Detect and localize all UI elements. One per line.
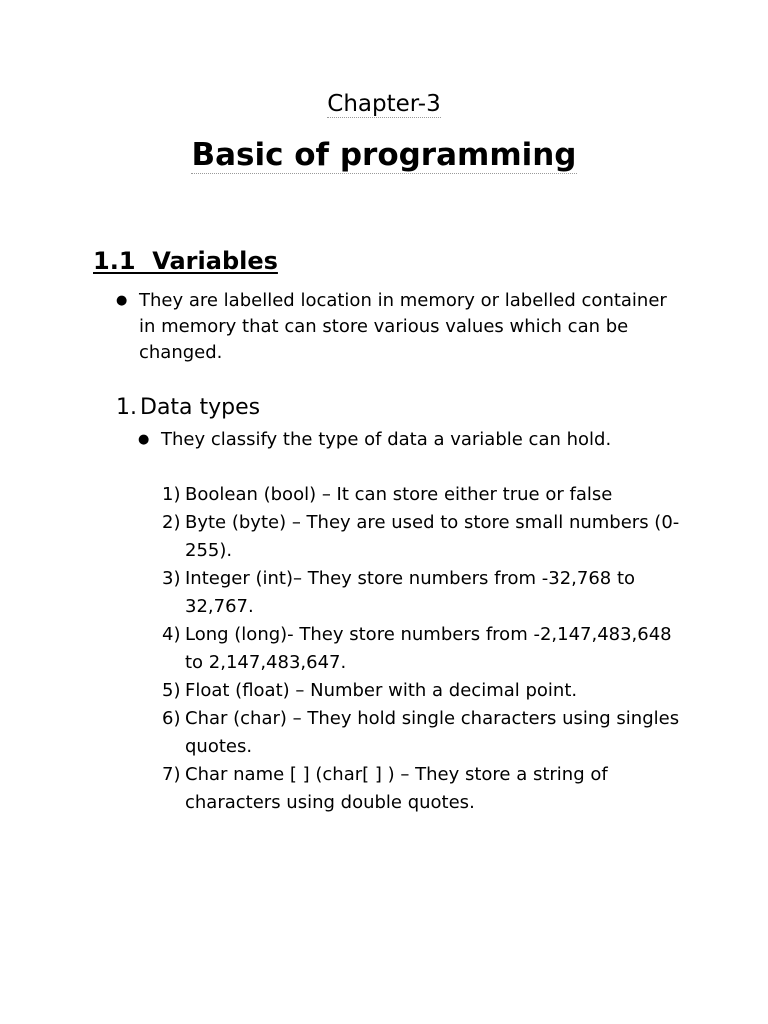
list-item-number: 7) xyxy=(162,764,181,785)
bullet-text: They are labelled location in memory or labelled container in memory that can store various values which can be changed. xyxy=(139,290,667,363)
bullet-icon: ● xyxy=(138,432,150,447)
section-heading: 1.1 Variables xyxy=(93,247,278,275)
bullet-row xyxy=(138,427,698,453)
document-title-text: Basic of programming xyxy=(191,137,577,173)
list-item-text: Float (float) – Number with a decimal point. xyxy=(185,680,578,701)
subsection-heading-text: Data types xyxy=(140,395,261,420)
chapter-label xyxy=(0,88,768,120)
bullet-row xyxy=(116,288,686,366)
list-item-text: Integer (int)– They store numbers from -32,768 to 32,767. xyxy=(185,568,636,617)
subsection-heading xyxy=(116,392,260,424)
chapter-label-text: Chapter-3 xyxy=(327,91,441,117)
list-item-number: 6) xyxy=(162,708,181,729)
list-item xyxy=(162,481,682,509)
subsection-bullet xyxy=(138,427,698,453)
list-item-number: 3) xyxy=(162,568,181,589)
list-item-text: Boolean (bool) – It can store either true or false xyxy=(185,484,613,505)
bullet-icon: ● xyxy=(116,293,128,308)
list-item-text: Char name [ ] (char[ ] ) – They store a string of characters using double quotes. xyxy=(185,764,608,813)
list-item xyxy=(162,761,682,817)
subsection-number: 1. xyxy=(116,395,137,420)
list-item xyxy=(162,509,682,565)
list-item-text: Byte (byte) – They are used to store small numbers (0-255). xyxy=(185,512,680,561)
list-item xyxy=(162,677,682,705)
list-item-text: Char (char) – They hold single characters using singles quotes. xyxy=(185,708,680,757)
list-item-number: 2) xyxy=(162,512,181,533)
list-item xyxy=(162,621,682,677)
list-item xyxy=(162,565,682,621)
list-item-number: 1) xyxy=(162,484,181,505)
document-title xyxy=(0,134,768,176)
bullet-text: They classify the type of data a variable can hold. xyxy=(161,429,612,450)
data-types-list xyxy=(162,481,682,817)
list-item xyxy=(162,705,682,761)
list-item-text: Long (long)- They store numbers from -2,147,483,648 to 2,147,483,647. xyxy=(185,624,672,673)
section-bullet xyxy=(116,288,686,366)
list-item-number: 5) xyxy=(162,680,181,701)
list-item-number: 4) xyxy=(162,624,181,645)
